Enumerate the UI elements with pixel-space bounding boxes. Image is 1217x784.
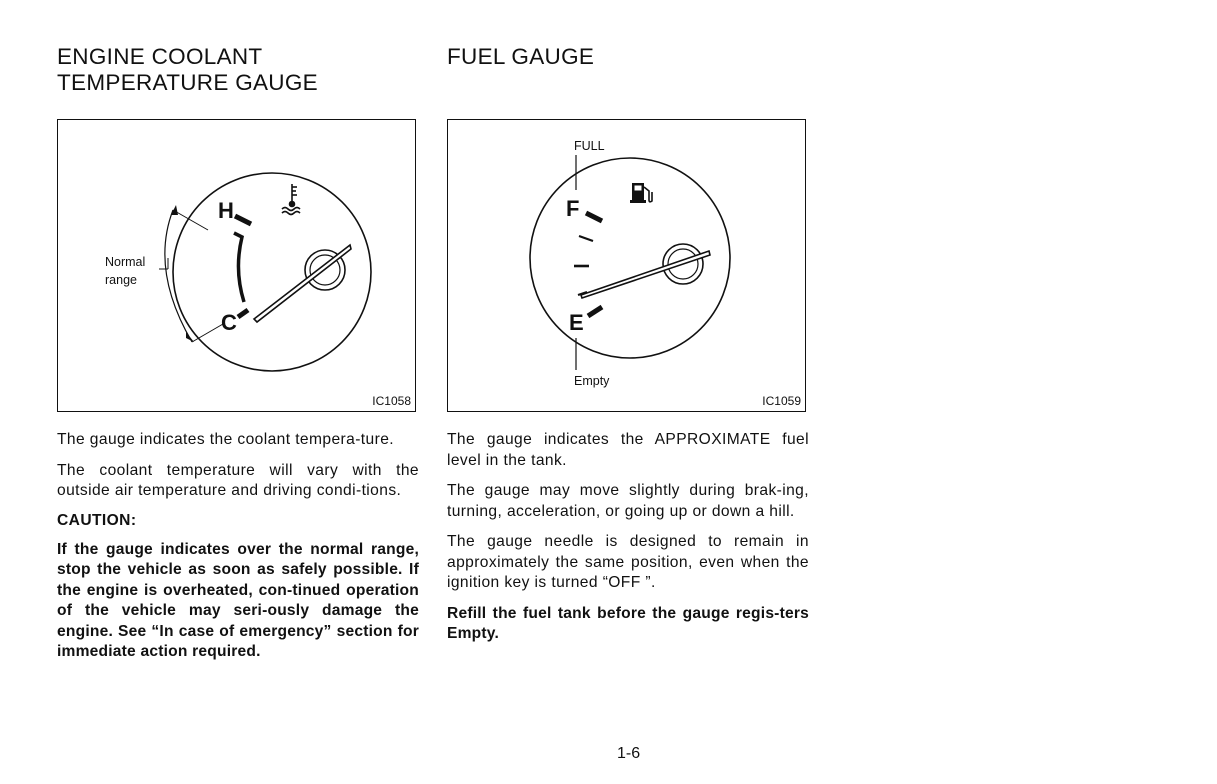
fuel-gauge-illustration [448, 120, 805, 411]
coolant-range-leader-bottom [192, 324, 223, 342]
caution-text: If the gauge indicates over the normal range, stop the vehicle as soon as safely possible. If the engine is overheated, con-tinued operation of the vehicle may seri-ously damage the engine. See “In case of emergency” section for immediate action required. [57, 540, 419, 660]
coolant-cold-label: C [221, 310, 237, 335]
fuel-paragraph-4: Refill the fuel tank before the gauge regis-ters Empty. [447, 604, 809, 642]
fuel-needle [581, 251, 710, 298]
fuel-empty-tick [588, 307, 602, 316]
caution-title: CAUTION: [57, 511, 137, 529]
fuel-empty-callout: Empty [574, 374, 610, 388]
fuel-heading [447, 44, 594, 70]
coolant-gauge-figure [57, 119, 416, 412]
coolant-heading-line2: TEMPERATURE GAUGE [57, 70, 318, 95]
fuel-body [447, 430, 809, 655]
coolant-range-label-line1: Normal [105, 255, 146, 269]
fuel-full-callout: FULL [574, 139, 605, 153]
fuel-heading-text: FUEL GAUGE [447, 44, 595, 69]
coolant-figure-code: IC1058 [372, 394, 411, 408]
fuel-figure-code: IC1059 [762, 394, 801, 408]
coolant-heading-line1: ENGINE COOLANT [57, 44, 263, 69]
coolant-cold-tick [238, 310, 248, 317]
fuel-paragraph-1: The gauge indicates the APPROXIMATE fuel level in the tank. [447, 431, 809, 469]
coolant-range-arrow-bottom [186, 332, 194, 342]
coolant-needle [254, 245, 351, 322]
coolant-range-arc [165, 210, 192, 342]
coolant-heading [57, 44, 318, 96]
coolant-hot-label: H [218, 198, 234, 223]
fuel-full-tick [586, 213, 602, 221]
coolant-hot-tick [235, 216, 251, 224]
coolant-range-label-line2: range [105, 273, 137, 287]
fuel-pump-icon [630, 183, 652, 203]
fuel-paragraph-2: The gauge may move slightly during brak-ing, turning, acceleration, or going up or down a hill. [447, 482, 809, 520]
coolant-temperature-icon [282, 184, 300, 215]
fuel-three-quarter-tick [579, 236, 593, 241]
fuel-gauge-figure [447, 119, 806, 412]
fuel-full-label: F [566, 196, 580, 221]
coolant-body [57, 430, 419, 673]
coolant-range-arrow-top [171, 205, 178, 215]
coolant-paragraph-2: The coolant temperature will vary with the outside air temperature and driving condi-tions. [57, 461, 419, 499]
coolant-paragraph-1: The gauge indicates the coolant tempera-ture. [57, 431, 395, 448]
coolant-dial [173, 173, 371, 371]
coolant-gauge-illustration [58, 120, 415, 411]
page-number: 1-6 [617, 745, 641, 762]
fuel-paragraph-3: The gauge needle is designed to remain in approximately the same position, even when the ignition key is turned “OFF ”. [447, 533, 809, 591]
fuel-empty-label: E [569, 310, 584, 335]
coolant-normal-band [234, 233, 244, 302]
coolant-range-leader-top [173, 210, 208, 230]
